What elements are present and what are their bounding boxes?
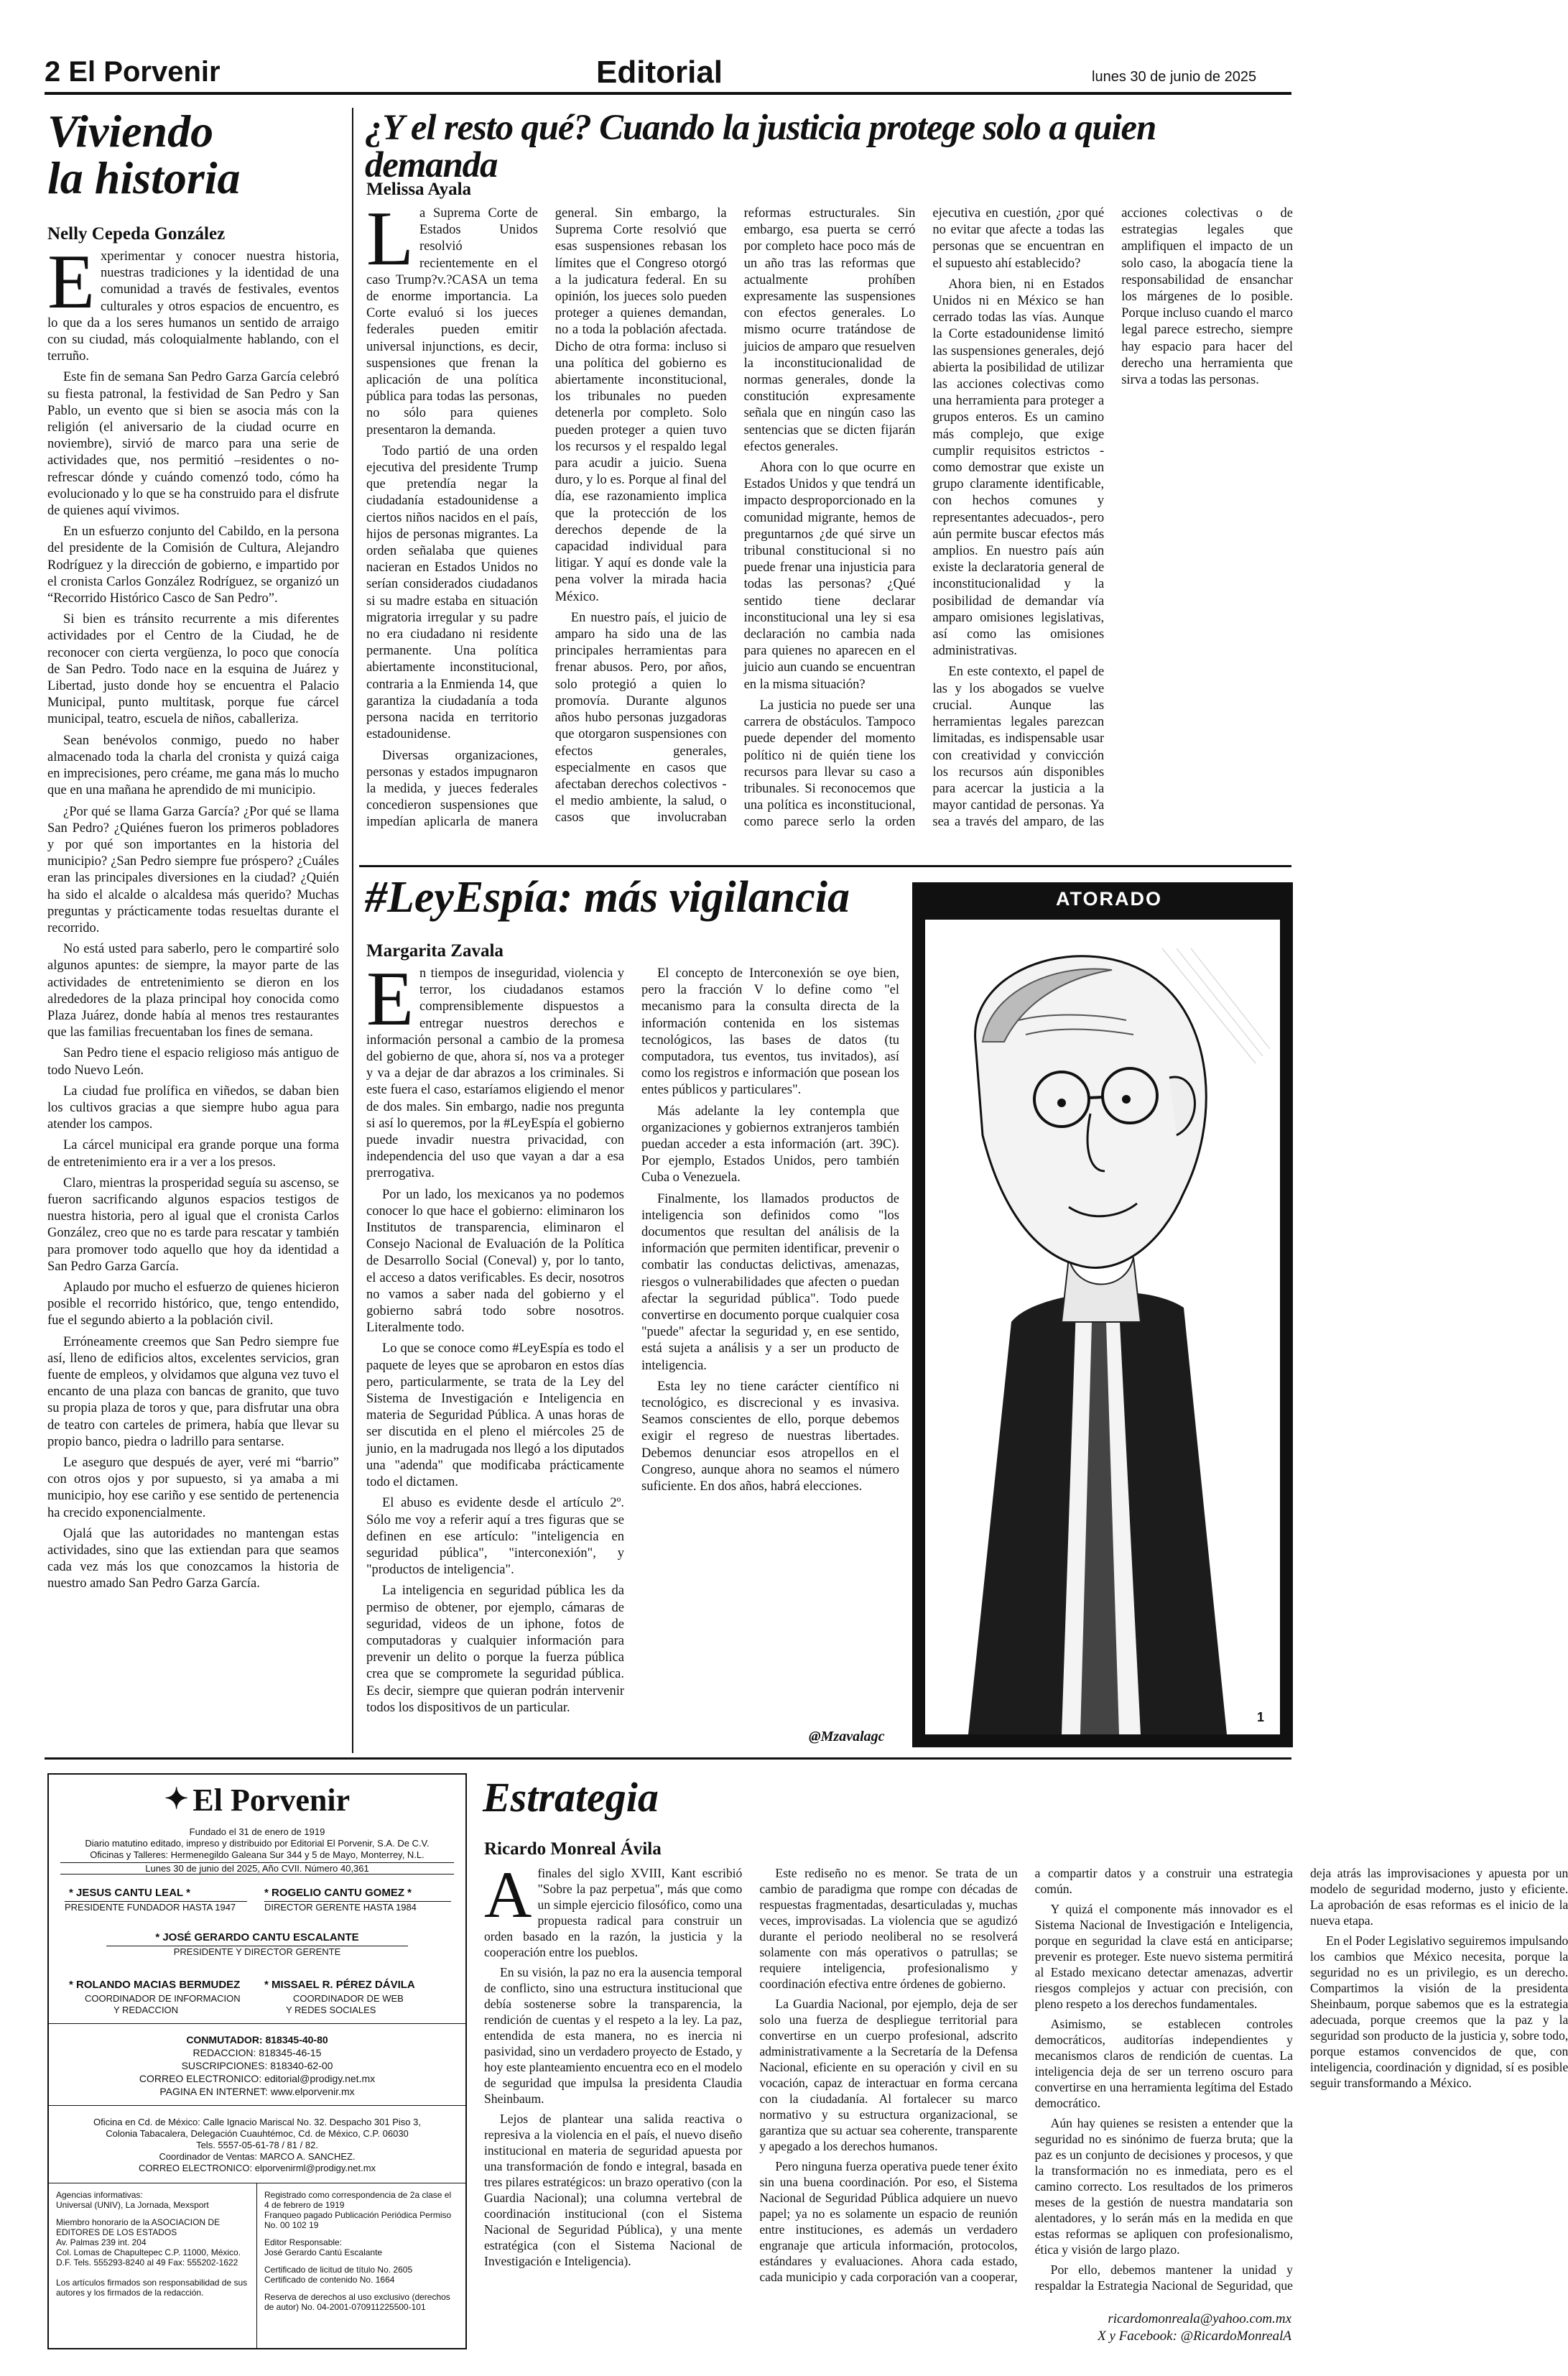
viviendo-paragraph: San Pedro tiene el espacio religioso más antiguo de todo Nuevo León. (47, 1046, 339, 1078)
author-email: ricardomonreala@yahoo.com.mx (1108, 2311, 1291, 2326)
viviendo-paragraph: En un esfuerzo conjunto del Cabildo, en la persona del presidente de la Comisión de Cultura, Alejandro Rodríguez y la dirección de gobierno, e impartido por el cronista Carlos González Rodríguez, se organizó un “Recorrido Histórico Casco de San Pedro”. (47, 524, 339, 606)
office-line: Coordinador de Ventas: MARCO A. SANCHEZ. (159, 2151, 356, 2162)
contact-website: PAGINA EN INTERNET: www.elporvenir.mx (159, 2086, 355, 2097)
resto-paragraph: Todo partió de una orden ejecutiva del presidente Trump que pretendía negar la ciudadanía estadounidense a ciertos niños nacidos en el país, hijos de personas migrantes. La orden señalaba que quienes nacieran en Estados Unidos no serían considerados ciudadanos si su madre estaba en situación migratoria irregular y su padre no era ciudadano ni residente permanente. Una política abiertamente inconstitucional, contraria a la Enmienda 14, que garantiza la ciudadanía a toda persona nacida en territorio estadounidense. (366, 443, 538, 742)
ley-body (366, 956, 899, 1749)
viviendo-paragraph: Ojalá que las autoridades no mantengan estas actividades, sino que las extiendan para que seamos cada vez más los que conozcamos la historia de nuestro amado San Pedro Garza García. (47, 1526, 339, 1591)
resto-paragraph: a Suprema Corte de Estados Unidos resolvió recientemente en el caso Trump?v.?CASA un tema de enorme importancia. La Corte evaluó si los jueces federales pueden emitir universal injunctions, es decir, suspensiones que frenan la aplicación de una política pública para todas las personas, no sólo para quienes presentaron la demanda. (366, 206, 538, 438)
viviendo-paragraph: ¿Por qué se llama Garza García? ¿Por qué se llama San Pedro? ¿Quiénes fueron los primeros pobladores y por qué son importantes en la historia del municipio? ¿San Pedro siempre fue próspero? ¿Cuáles eran las principales diversiones en la ciudad? ¿Quién ha sido el alcalde o alcaldesa más querido? Muchas preguntas y prácticamente todas resueltas durante el recorrido. (47, 804, 339, 935)
estrategia-paragraph: Por ello, debemos mantener la unidad y respaldar la Estrategia Nacional de Seguridad, que deja atrás las improvisaciones y apuesta por un modelo de seguridad moderno, justo y eficiente. La aprobación de esas reformas es el inicio de la nueva etapa. (1034, 1866, 1568, 2293)
cartoon-frame (912, 882, 1293, 1747)
contact-email: CORREO ELECTRONICO: editorial@prodigy.net.mx (139, 2073, 376, 2084)
president-role: PRESIDENTE Y DIRECTOR GERENTE (106, 1946, 408, 1957)
cartoon-credit: @Mzavalagc (809, 1729, 885, 1744)
info-coordinator-name: * ROLANDO MACIAS BERMUDEZ (69, 1979, 241, 1991)
office-line: Oficina en Cd. de México: Calle Ignacio Mariscal No. 32. Despacho 301 Piso 3, (93, 2117, 421, 2127)
estrategia-paragraph: En su visión, la paz no era la ausencia temporal de conflicto, sino una estructura institucional que debía sostenerse sobre la transparencia, la rendición de cuentas y el respeto a la ley. La paz, entendida de esta manera, no es inercia ni pasividad, sino un verdadero proyecto de Estado, y hoy este planteamiento encuentra eco en el modelo de seguridad que impulsa la presidenta Claudia Sheinbaum. (484, 1965, 743, 2106)
masthead-issue: Lunes 30 de junio del 2025, Año CVII. Número 40,361 (60, 1862, 454, 1875)
founder-name: * JESUS CANTU LEAL * (69, 1887, 190, 1899)
info-coordinator-role: COORDINADOR DE INFORMACION (85, 1993, 241, 2004)
office-line: Colonia Tabacalera, Delegación Cuauhtémoc, Cd. de México, C.P. 06030 (106, 2128, 409, 2139)
estrategia-signoff (1034, 2311, 1291, 2345)
viviendo-paragraph: Le aseguro que después de ayer, veré mi “barrio” con otros ojos y por supuesto, si ya amaba a mi municipio, hoy ese cariño y ese sentido de pertenencia ha crecido exponencialmente. (47, 1456, 339, 1520)
estrategia-paragraph: Asimismo, se establecen controles democráticos, auditorías independientes y mecanismos claros de rendición de cuentas. La inteligencia deja de ser un terreno oscuro para convertirse en una herramienta legítima del Estado democrático. (1034, 2017, 1293, 2110)
masthead-publisher: Diario matutino editado, impreso y distribuido por Editorial El Porvenir, S.A. De C.V. (85, 1838, 430, 1849)
ley-paragraph: Finalmente, los llamados productos de inteligencia son definidos como "los documentos que resultan del análisis de la información que permiten identificar, prevenir o combatir las conductas delictivas, amenazas, riesgos o vulnerabilidades que afecten o puedan afectar la seguridad pública". Todo puede convertirse en documento porque cualquier cosa "puede" afectar la seguridad y, en ese sentido, está sujeta a análisis y a ser un producto de inteligencia. (641, 1191, 899, 1373)
viviendo-paragraph: Sean benévolos conmigo, puedo no haber almacenado toda la charla del cronista y quizá caiga en imprecisiones, pero créame, me gana más lo mucho que en una mañana he aprendido de mi municipio. (47, 733, 339, 798)
masthead-logo-text: El Porvenir (192, 1783, 351, 1818)
resto-paragraph: En nuestro país, el juicio de amparo ha sido una de las principales herramientas para frenar abusos. Pero, por años, solo protegió a quien lo promovía. Durante algunos años hubo personas juzgadoras que otorgaron suspensiones con efectos generales, especialmente en casos que afectaban derechos colectivos - el medio ambiente, la salud, o casos que involucraban reformas estructurales. Sin embargo, esa puerta se cerró por completo hace poco más de un año tras las reformas que actualmente prohíben expresamente las suspensiones con efectos generales. Lo mismo ocurre tratándose de juicios de amparo que resuelven la inconstitucionalidad de normas generales, donde la constitución expresamente señala que en ningún caso las sentencias que se dicten fijarán efectos generales. (555, 206, 916, 826)
estrategia-body (484, 1858, 1568, 2296)
info-coordinator-role-2: Y REDACCION (113, 2005, 179, 2015)
header-rule (45, 92, 1291, 95)
estrategia-author: Ricardo Monreal Ávila (484, 1839, 662, 1859)
masthead-registry: Registrado como correspondencia de 2a clase el 4 de febrero de 1919 Franqueo pagado Publicación Periódica Permiso No. 00 102 19 Editor Responsable: José Gerardo Cantú Escalante Certificado de licitud de título No. 2605 Certificado de contenido No. 1664 Reserva de derechos al uso exclusivo (derechos de autor) No. 04-2001-070911225500-101 (264, 2190, 452, 2312)
viviendo-paragraph: La ciudad fue prolífica en viñedos, se daban bien los cultivos gracias a que siempre hubo agua para atender los campos. (47, 1083, 339, 1132)
viviendo-paragraph: La cárcel municipal era grande porque una forma de entretenimiento era ir a ver a los presos. (47, 1138, 339, 1170)
viviendo-paragraph: Aplaudo por mucho el esfuerzo de quienes hicieron posible el recorrido histórico, que, tengo entendido, fue el segundo abierto a la población civil. (47, 1280, 339, 1328)
resto-paragraph: Ahora con lo que ocurre en Estados Unidos y que tendrá un impacto desproporcionado en la comunidad migrante, hemos de preguntarnos ¿de qué sirve un tribunal constitucional si no puede frenar una injusticia para todas las personas? ¿Qué sentido tiene declarar inconstitucional una ley si esa declaración no cambia nada para quienes no aparecen en el juicio aun cuando se encuentran en la misma situación? (743, 461, 916, 692)
founder-role: PRESIDENTE FUNDADOR HASTA 1947 (65, 1901, 247, 1913)
estrategia-paragraph: Aún hay quienes se resisten a entender que la seguridad no es sinónimo de fuerza bruta; que la paz es un conjunto de decisiones y procesos, y que la transformación no es inmediata, pero es el camino correcto. Los resultados de los primeros meses de la gestión de nuestra mandataria son alentadores, y lo serán más en la medida en que estas reformas se apliquen con profesionalismo, ética y visión de largo plazo. (1034, 2116, 1293, 2257)
ley-paragraph: La inteligencia en seguridad pública les da permiso de obtener, por ejemplo, cámaras de seguridad, videos de un iphone, fotos de computadoras y cualquier información para prevenir un delito o porque la fuerza pública crea que se compromete la seguridad pública. Es decir, siempre que quieran podrán intervenir todos los dispositivos de un particular. (366, 1584, 624, 1715)
ley-author: Margarita Zavala (366, 941, 504, 961)
ley-paragraph: Más adelante la ley contempla que organizaciones y gobiernos extranjeros también puedan acceder a esta información (art. 39C). Por ejemplo, Estados Unidos, pero también Cuba o Venezuela. (641, 1104, 899, 1185)
estrategia-title: Estrategia (483, 1774, 659, 1821)
web-coordinator-role-2: Y REDES SOCIALES (286, 2005, 376, 2015)
resto-paragraph: Ahora bien, ni en Estados Unidos ni en México se han cerrado todas las vías. Aunque la Corte estadounidense limitó las suspensiones generales, dejó abierta la posibilidad de utilizar las acciones colectivas como una herramienta para proteger a grupos enteros. Es un camino más complejo, que exige cumplir requisitos estrictos -como demostrar que existe un grupo claramente identificable, con hechos comunes y representantes adecuados-, pero aún permite buscar efectos más amplios. En nuestro país aún existe la declaratoria general de inconstitucionalidad y la posibilidad de demandar vía amparo omisiones legislativas, así como las omisiones administrativas. (932, 277, 1105, 659)
issue-date: lunes 30 de junio de 2025 (1092, 69, 1257, 85)
eagle-logo-icon: ✦ (164, 1783, 189, 1815)
contact-subscriptions: SUSCRIPCIONES: 818340-62-00 (181, 2060, 333, 2071)
page-number-and-masthead: 2 El Porvenir (45, 56, 221, 88)
viviendo-paragraph: Este fin de semana San Pedro Garza García celebró su fiesta patronal, la festividad de San Pedro y San Pablo, un evento que si bien se asocia más con la religión (el aniversario de la ciudad ocurre en noviembre), sirvió de marco para una serie de actividades que, nos permitió –residentes o no-refrescar dónde y cuándo comenzó todo, cómo ha evolucionado y lo que se ha construido para el disfrute de quienes aquí vivimos. (47, 370, 339, 519)
ley-paragraph: Lo que se conoce como #LeyEspía es todo el paquete de leyes que se aprobaron en estos días pero, particularmente, se trata de la Ley del Sistema de Investigación e Inteligencia en materia de Seguridad Pública. A unas horas de ser discutida en el pleno el miércoles 25 de junio, en la madrugada nos llegó a los diputados una "adenda" que modificaba prácticamente todo el dictamen. (366, 1341, 624, 1490)
ley-dropcap: E (366, 956, 414, 1042)
viviendo-dropcap: E (47, 239, 95, 325)
estrategia-paragraph: La Guardia Nacional, por ejemplo, deja de ser solo una fuerza de despliegue territorial para convertirse en un cuerpo profesional, adscrito administrativamente a la Secretaría de la Defensa Nacional, eficiente en su operación y civil en su vocación, capaz de interactuar en forma cercana con la ciudadanía. Al fortalecer su marco normativo y su estructura organizacional, se garantiza que su actuar sea coherente, transparente y apegado a los derechos humanos. (759, 1997, 1018, 2153)
estrategia-paragraph: Lejos de plantear una salida reactiva o represiva a la violencia en el país, el nuevo diseño institucional en materia de seguridad apuesta por una transformación de fondo e integral, basada en tres pilares estratégicos: un brazo operativo (con la Guardia Nacional); una columna vertebral de coordinación institucional (con el Sistema Nacional de Seguridad Pública), y una mente estratégica (con el Sistema Nacional de Investigación e Inteligencia). (484, 2112, 743, 2268)
resto-paragraph: La justicia no puede ser una carrera de obstáculos. Tampoco puede depender del momento político ni de quién tiene los recursos para llevar su caso a tribunales. Si reconocemos que una política es inconstitucional, como parece serlo la orden ejecutiva en cuestión, ¿por qué no evitar que afecte a todas las personas que se encuentran en el supuesto ahí establecido? (743, 206, 1105, 830)
viviendo-author: Nelly Cepeda González (47, 224, 226, 244)
director-role: DIRECTOR GERENTE HASTA 1984 (264, 1901, 451, 1913)
section-rule (359, 865, 1291, 867)
contact-phone: CONMUTADOR: 818345-40-80 (186, 2034, 328, 2046)
resto-author: Melissa Ayala (366, 180, 472, 199)
estrategia-dropcap: A (484, 1858, 532, 1931)
viviendo-title (47, 108, 241, 202)
column-divider (352, 108, 353, 1753)
masthead-logo (49, 1782, 465, 1818)
estrategia-paragraph: En el Poder Legislativo seguiremos impulsando los cambios que México necesita, porque la seguridad no es un privilegio, es un derecho. Compartimos la visión de la presidenta Sheinbaum, porque sabemos que es la estrategia adecuada, porque creemos que la paz y la seguridad son producto de la justicia y, sobre todo, porque estamos convencidos de que, con inteligencia, coordinación y dignidad, sí es posible seguir transformando a México. (1309, 1933, 1568, 2090)
masthead-address: Oficinas y Talleres: Hermenegildo Galeana Sur 344 y 5 de Mayo, Monterrey, N.L. (90, 1849, 425, 1860)
cartoon-illustration (925, 920, 1280, 1734)
ley-paragraph: Por un lado, los mexicanos ya no podemos conocer lo que hace el gobierno: eliminaron los Institutos de transparencia, eliminaron el Consejo Nacional de Evaluación de la Política de Desarrollo Social (Coneval) y, por lo tanto, el acceso a datos verificables. Es decir, nosotros no vamos a saber nada del gobierno y el gobierno sabrá todo sobre nosotros. Literalmente todo. (366, 1187, 624, 1336)
masthead-agencies: Agencias informativas: Universal (UNIV), La Jornada, Mexsport Miembro honorario de la ASOCIACION DE EDITORES DE LOS ESTADOS Av. Palmas 239 int. 204 Col. Lomas de Chapultepec C.P. 11000, México. D.F. Tels. 555293-8240 al 49 Fax: 555202-1622 Los artículos firmados son responsabilidad de sus autores y los firmados de la redacción. (56, 2190, 248, 2298)
viviendo-title-line2: la historia (47, 152, 241, 204)
resto-title: ¿Y el resto qué? Cuando la justicia protege solo a quien demanda (365, 108, 1156, 186)
section-title: Editorial (596, 55, 723, 90)
office-line: CORREO ELECTRONICO: elporvenirml@prodigy.net.mx (138, 2163, 376, 2173)
viviendo-paragraph: Erróneamente creemos que San Pedro siempre fue así, lleno de edificios altos, excelentes servicios, gran fuente de empleos, y olvidamos que alguna vez tuvo el encanto de una plaza con bancas de granito, que tuvo su propia plaza de toros y que, para disfrutar una obra de teatro con carteles de primera, había que llevar su propio banco, piedra o ladrillo para sentarse. (47, 1334, 339, 1449)
masthead-founded: Fundado el 31 de enero de 1919 (189, 1826, 325, 1837)
resto-dropcap: L (366, 196, 414, 282)
cartoon-tag: ATORADO (1056, 888, 1162, 910)
estrategia-paragraph: Este rediseño no es menor. Se trata de un cambio de paradigma que rompe con décadas de respuestas fragmentadas, desarticuladas y, muchas veces, improvisadas. La violencia que se agudizó durante el periodo neoliberal no se resolverá solamente con más operativos o patrullas; se requiere inteligencia, profesionalismo y coordinación efectiva entre órdenes de gobierno. (759, 1866, 1018, 1991)
web-coordinator-name: * MISSAEL R. PÉREZ DÁVILA (264, 1979, 415, 1991)
estrategia-paragraph: finales del siglo XVIII, Kant escribió "Sobre la paz perpetua", más que como un simple ejercicio filosófico, como una propuesta radical para construir un orden basado en la razón, la justicia y la cooperación entre los pueblos. (484, 1866, 743, 1959)
viviendo-paragraph: xperimentar y conocer nuestra historia, nuestras tradiciones y la identidad de una comunidad a través de festivales, eventos culturales y otros espacios de encuentro, es lo que da a los seres humanos un sentido de arraigo con su ciudad, más coloquialmente hablando, con el terruño. (47, 249, 339, 364)
viviendo-paragraph: No está usted para saberlo, pero le compartiré solo algunos apuntes: de siempre, la mayor parte de las actividades de entretenimiento se dieron en los alrededores de la plaza principal hoy conocida como Plaza Juárez, donde había al menos tres restaurantes que las familias frecuentaban los fines de semana. (47, 942, 339, 1040)
resto-paragraph: Diversas organizaciones, personas y estados impugnaron la medida, y jueces federales concedieron suspensiones que impedían aplicarla de manera general. Sin embargo, la Suprema Corte resolvió que esas suspensiones rebasan los límites que el Congreso otorgó a la judicatura federal. En su opinión, los jueces solo pueden proteger a quienes demandan, no a toda la población afectada. Dicho de otra forma: incluso si una política del gobierno es abiertamente inconstitucional, los tribunales no pueden detenerla por completo. Solo pueden proteger a quien tuvo los recursos y el respaldo legal para acudir a juicio. Suena duro, y lo es. Porque al final del día, ese razonamiento implica que la protección de los derechos depende de la capacidad individual para litigar. Y aquí es donde vale la pena volver la mirada hacia México. (366, 206, 727, 830)
director-name: * ROGELIO CANTU GOMEZ * (264, 1887, 412, 1899)
web-coordinator-role: COORDINADOR DE WEB (293, 1993, 404, 2004)
ley-title: #LeyEspía: más vigilancia (365, 873, 850, 922)
section-rule-bottom (45, 1757, 1291, 1760)
resto-paragraph: En este contexto, el papel de las y los abogados se vuelve crucial. Aunque las herramientas legales parezcan limitadas, es indispensable usar con creatividad y convicción los recursos aún disponibles para acercar la justicia a la mayor cantidad de personas. Ya sea a través del amparo, de las acciones colectivas o de estrategias legales que amplifiquen el impacto de un solo caso, la abogacía tiene la responsabilidad de ensanchar los márgenes de lo posible. Porque incluso cuando el marco legal parece estrecho, siempre hay espacio para hacer del derecho una herramienta que sirva a todas las personas. (932, 206, 1293, 830)
resto-body (366, 196, 1293, 838)
office-line: Tels. 5557-05-61-78 / 81 / 82. (196, 2140, 318, 2150)
ley-paragraph: Esta ley no tiene carácter científico ni tecnológico, es discrecional y es invasiva. Seamos conscientes de ello, porque debemos exigir el regreso de nuestras libertades. Debemos denunciar esos atropellos en el Congreso, aunque ahora no seamos el número suficiente. En dos años, habrá elecciones. (641, 1379, 899, 1494)
viviendo-title-line1: Viviendo (47, 106, 214, 157)
svg-text:1: 1 (1257, 1710, 1265, 1724)
ley-paragraph: El abuso es evidente desde el artículo 2º. Sólo me voy a referir aquí a tres figuras que se definen en ese artículo: "inteligencia en seguridad pública", "interconexión", y "productos de inteligencia". (366, 1496, 624, 1578)
viviendo-body (47, 239, 339, 1772)
estrategia-paragraph: Y quizá el componente más innovador es el Sistema Nacional de Investigación e Inteligencia, porque en seguridad la clave está en anticiparse; prevenir es proteger. Este nuevo sistema permitirá al Estado mexicano detectar amenazas, advertir riesgos complejos y actuar con precisión, con pleno respeto a los derechos fundamentales. (1034, 1902, 1293, 2011)
ley-paragraph: El concepto de Interconexión se oye bien, pero la fracción V lo define como "el mecanismo para la consulta directa de la información contenida en los sistemas tecnológicos, las bases de datos (tu computadora, tus eventos, tus invitados), así como los registros e información que posean los entes públicos y particulares". (641, 966, 899, 1098)
contact-newsroom: REDACCION: 818345-46-15 (192, 2047, 322, 2058)
ley-paragraph: n tiempos de inseguridad, violencia y terror, los ciudadanos estamos comprensiblemente dispuestos a entregar nuestros derechos e información personal a cambio de la promesa del gobierno de que, ahora sí, nos va a proteger y va a dejar de dar abrazos a los criminales. Si este fuera el caso, estaríamos eligiendo el menor de dos males. Sin embargo, nadie nos pregunta si así lo queremos, por la #LeyEspía el gobierno puede invadir nuestra privacidad, con independencia del uso que vayan a dar a esa prerrogativa. (366, 966, 624, 1181)
author-social: X y Facebook: @RicardoMonrealA (1098, 2329, 1291, 2344)
president-name: * JOSÉ GERARDO CANTU ESCALANTE (155, 1931, 359, 1943)
masthead-box (47, 1773, 467, 2349)
viviendo-paragraph: Si bien es tránsito recurrente a mis diferentes actividades por el Centro de la Ciudad, he de reconocer con cierta vergüenza, lo poco que conocía de San Pedro. Todo nace en la esquina de Juárez y Libertad, justo donde hoy se encuentra el Palacio Municipal, punto multitask, porque fue cárcel municipal, teatro, escuela de niños, caballeriza. (47, 612, 339, 727)
estrategia-paragraph: Pero ninguna fuerza operativa puede tener éxito sin una buena coordinación. Por eso, el Sistema Nacional de Seguridad Pública adquiere un nuevo papel; ya no es solamente un espacio de reunión entre instituciones, es además un verdadero engranaje que articula información, protocolos, estándares y evaluaciones. Ahora cada estado, cada municipio y cada corporación van a cooperar, a compartir datos y a construir una estrategia común. (759, 1866, 1293, 2284)
viviendo-paragraph: Claro, mientras la prosperidad seguía su ascenso, se fueron sacrificando algunos espacios testigos de nuestra historia, pero al igual que el cronista Carlos González, creo que no es tarde para rescatar y también para promover todo aquello que hoy da identidad a San Pedro Garza García. (47, 1175, 339, 1274)
